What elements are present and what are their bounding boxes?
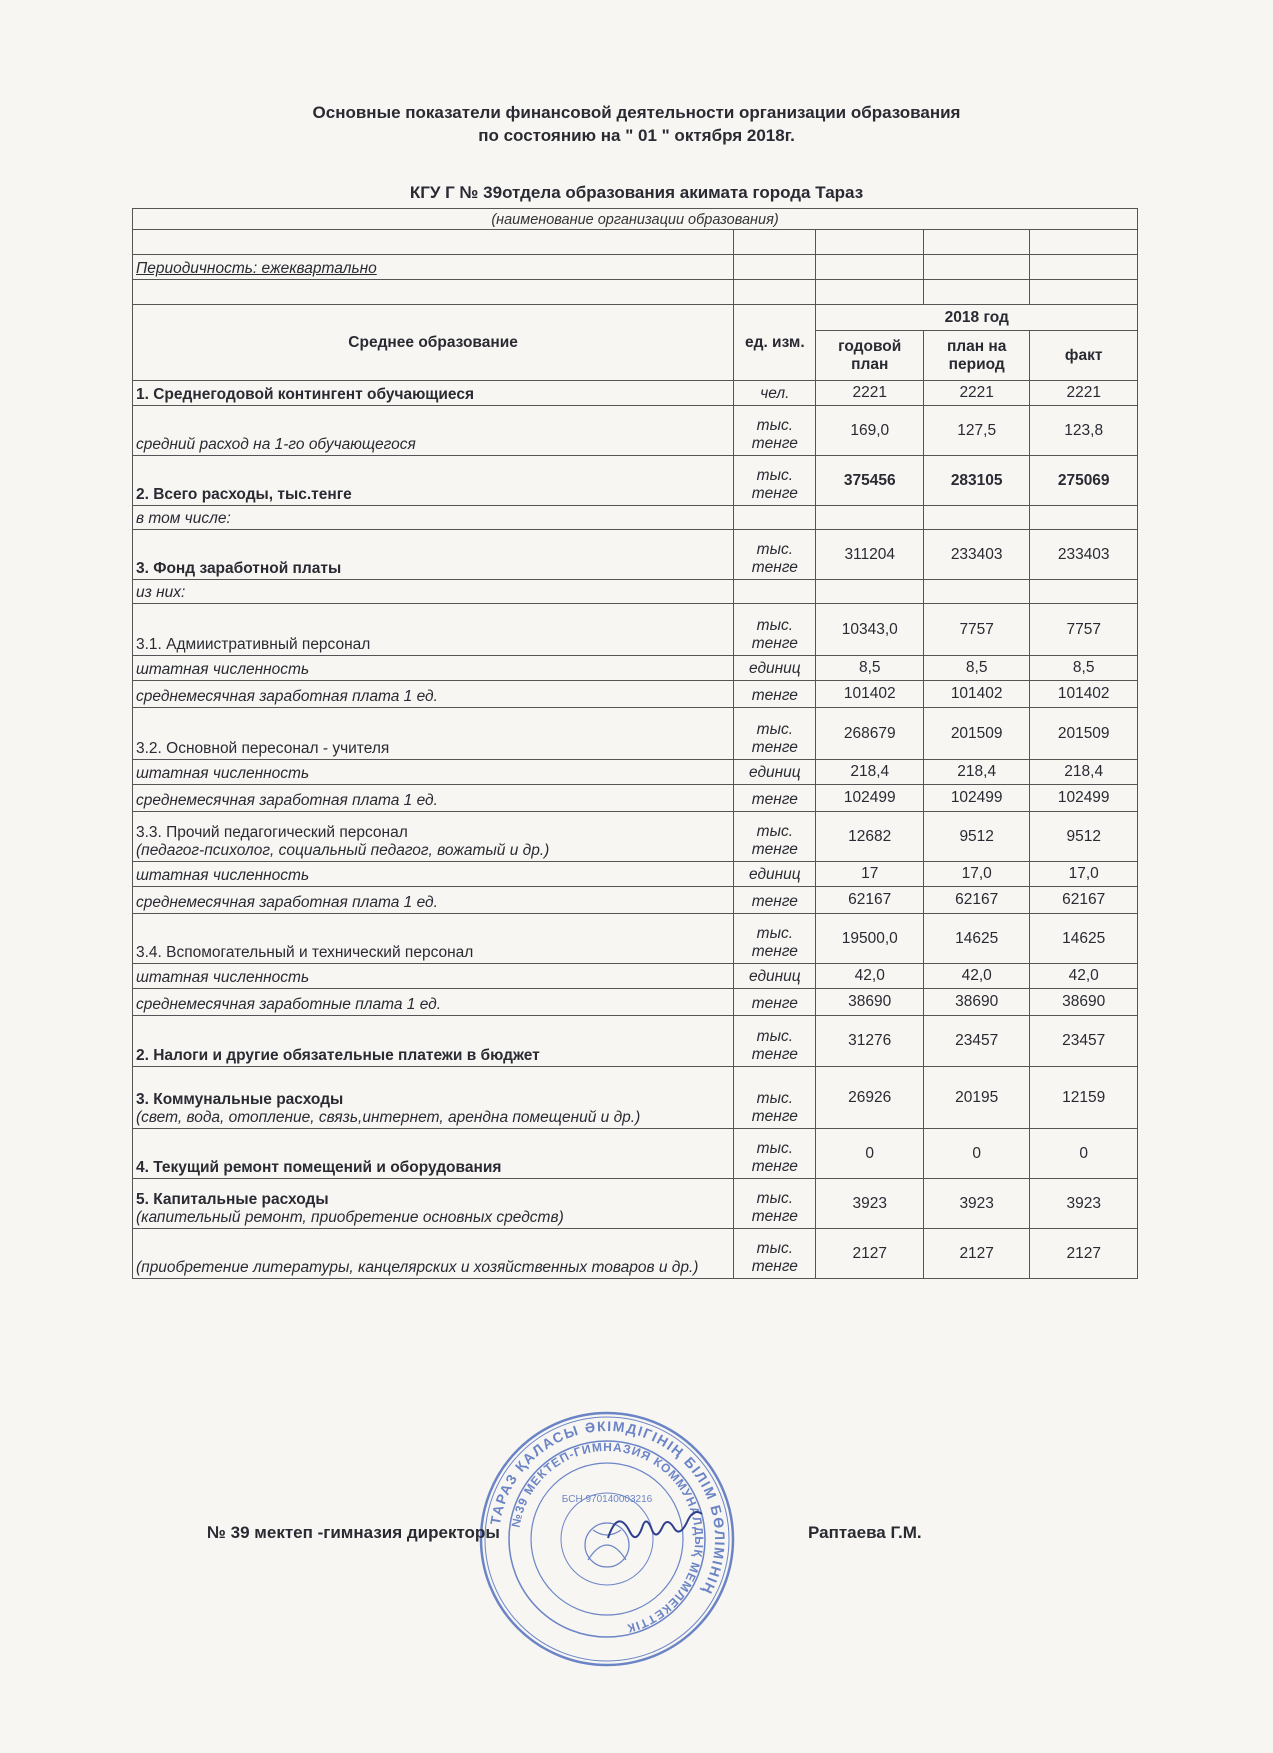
row-value-v2: 233403 — [923, 530, 1029, 580]
row-unit: тыс. тенге — [734, 530, 816, 580]
table-row — [133, 1129, 1138, 1179]
row-value-v3 — [1030, 580, 1138, 604]
table-row — [133, 681, 1138, 708]
table-row — [133, 1016, 1138, 1067]
director-signature — [600, 1496, 720, 1556]
row-value-v2: 201509 — [923, 708, 1029, 760]
row-label: средний расход на 1-го обучающегося — [136, 436, 416, 453]
row-value-v2 — [923, 506, 1029, 530]
row-value-v1: 218,4 — [816, 760, 924, 785]
row-value-v1: 2127 — [816, 1229, 924, 1279]
row-unit: единиц — [734, 964, 816, 989]
row-value-v2: 20195 — [923, 1067, 1029, 1129]
column-header-period-plan: план на период — [923, 331, 1029, 381]
column-header-annual-plan: годовой план — [816, 331, 924, 381]
row-value-v3: 12159 — [1030, 1067, 1138, 1129]
row-value-v3: 17,0 — [1030, 862, 1138, 887]
table-row — [133, 708, 1138, 760]
row-label: штатная численность — [136, 661, 310, 678]
row-value-v3: 123,8 — [1030, 406, 1138, 456]
row-value-v3: 101402 — [1030, 681, 1138, 708]
row-value-v1: 101402 — [816, 681, 924, 708]
row-value-v3: 102499 — [1030, 785, 1138, 812]
row-label: 5. Капитальные расходы — [136, 1191, 329, 1208]
row-value-v3: 8,5 — [1030, 656, 1138, 681]
row-value-v2: 14625 — [923, 914, 1029, 964]
stamp-inner-text: №39 МЕКТЕП-ГИМНАЗИЯ КОММУНАЛДЫҚ МЕМЛЕКЕТТІК — [508, 1439, 707, 1636]
row-unit: тыс. тенге — [734, 1179, 816, 1229]
row-label: 3. Коммунальные расходы — [136, 1091, 344, 1108]
row-value-v2: 38690 — [923, 989, 1029, 1016]
row-value-v2: 3923 — [923, 1179, 1029, 1229]
row-value-v2: 218,4 — [923, 760, 1029, 785]
table-row — [133, 506, 1138, 530]
row-value-v3: 218,4 — [1030, 760, 1138, 785]
row-unit: тыс. тенге — [734, 708, 816, 760]
row-label: 3. Фонд заработной платы — [136, 560, 342, 577]
row-label: среднемесячная заработная плата 1 ед. — [136, 792, 438, 809]
row-label: 2. Всего расходы, тыс.тенге — [136, 486, 352, 503]
row-value-v2 — [923, 580, 1029, 604]
row-value-v2: 127,5 — [923, 406, 1029, 456]
signature-position: № 39 мектеп -гимназия директоры — [207, 1523, 500, 1542]
table-row — [133, 862, 1138, 887]
table-row — [133, 989, 1138, 1016]
table-row — [133, 1067, 1138, 1129]
row-label: из них: — [136, 584, 186, 601]
row-unit: тенге — [734, 785, 816, 812]
row-value-v2: 7757 — [923, 604, 1029, 656]
row-value-v1: 8,5 — [816, 656, 924, 681]
row-value-v3: 7757 — [1030, 604, 1138, 656]
row-unit: тыс. тенге — [734, 604, 816, 656]
periodicity-label: Периодичность: ежеквартально — [136, 260, 377, 277]
signer-name: Раптаева Г.М. — [808, 1523, 922, 1542]
stamp-outer-text: ТАРАЗ ҚАЛАСЫ ӘКІМДІГІНІҢ БІЛІМ БӨЛІМІНІҢ — [486, 1417, 729, 1598]
row-label: штатная численность — [136, 867, 310, 884]
row-value-v2: 42,0 — [923, 964, 1029, 989]
row-value-v2: 2127 — [923, 1229, 1029, 1279]
row-value-v3: 38690 — [1030, 989, 1138, 1016]
row-unit: чел. — [734, 381, 816, 406]
row-value-v2: 23457 — [923, 1016, 1029, 1067]
row-unit: единиц — [734, 862, 816, 887]
row-value-v2: 0 — [923, 1129, 1029, 1179]
column-header-unit: ед. изм. — [734, 305, 816, 381]
table-row — [133, 914, 1138, 964]
row-unit: тыс. тенге — [734, 1229, 816, 1279]
row-label: 3.2. Основной пересонал - учителя — [136, 740, 390, 757]
row-value-v1 — [816, 506, 924, 530]
row-value-v3: 9512 — [1030, 812, 1138, 862]
table-row — [133, 530, 1138, 580]
row-value-v1: 2221 — [816, 381, 924, 406]
row-value-v2: 9512 — [923, 812, 1029, 862]
row-value-v3 — [1030, 506, 1138, 530]
table-row — [133, 1179, 1138, 1229]
row-value-v1: 3923 — [816, 1179, 924, 1229]
org-caption: (наименование организации образования) — [133, 209, 1138, 230]
column-header-name: Среднее образование — [133, 305, 734, 381]
row-value-v1: 12682 — [816, 812, 924, 862]
row-unit: тыс. тенге — [734, 1129, 816, 1179]
row-value-v3: 2127 — [1030, 1229, 1138, 1279]
table-row — [133, 760, 1138, 785]
row-value-v1: 62167 — [816, 887, 924, 914]
report-date: по состоянию на " 01 " октября 2018г. — [478, 126, 795, 145]
row-value-v1: 42,0 — [816, 964, 924, 989]
row-value-v1 — [816, 580, 924, 604]
row-value-v1: 38690 — [816, 989, 924, 1016]
financial-indicators-table — [132, 208, 1138, 1279]
row-value-v3: 275069 — [1030, 456, 1138, 506]
row-value-v3: 42,0 — [1030, 964, 1138, 989]
row-unit: тыс. тенге — [734, 812, 816, 862]
column-header-fact: факт — [1030, 331, 1138, 381]
row-unit: тыс. тенге — [734, 406, 816, 456]
table-row — [133, 812, 1138, 862]
row-value-v2: 8,5 — [923, 656, 1029, 681]
row-unit: единиц — [734, 656, 816, 681]
row-value-v3: 14625 — [1030, 914, 1138, 964]
row-value-v3: 3923 — [1030, 1179, 1138, 1229]
row-value-v1: 268679 — [816, 708, 924, 760]
row-value-v3: 62167 — [1030, 887, 1138, 914]
row-value-v1: 311204 — [816, 530, 924, 580]
row-label: штатная численность — [136, 765, 310, 782]
row-value-v3: 23457 — [1030, 1016, 1138, 1067]
row-value-v1: 17 — [816, 862, 924, 887]
table-row — [133, 456, 1138, 506]
row-value-v2: 62167 — [923, 887, 1029, 914]
row-value-v2: 2221 — [923, 381, 1029, 406]
row-label: (приобретение литературы, канцелярских и хозяйственных товаров и др.) — [136, 1259, 699, 1276]
row-value-v3: 2221 — [1030, 381, 1138, 406]
row-value-v1: 26926 — [816, 1067, 924, 1129]
table-row — [133, 580, 1138, 604]
row-label: в том числе: — [136, 510, 231, 527]
row-value-v1: 19500,0 — [816, 914, 924, 964]
table-row — [133, 1229, 1138, 1279]
row-label: 4. Текущий ремонт помещений и оборудования — [136, 1159, 502, 1176]
row-value-v1: 102499 — [816, 785, 924, 812]
row-unit — [734, 580, 816, 604]
organization-name: КГУ Г № 39отдела образования акимата города Тараз — [409, 183, 864, 202]
row-value-v2: 17,0 — [923, 862, 1029, 887]
row-unit: тенге — [734, 989, 816, 1016]
row-sublabel: (педагог-психолог, социальный педагог, вожатый и др.) — [136, 842, 550, 859]
row-label: 2. Налоги и другие обязательные платежи в бюджет — [136, 1047, 540, 1064]
row-label: среднемесячная заработная плата 1 ед. — [136, 688, 438, 705]
table-row — [133, 656, 1138, 681]
row-unit: тенге — [734, 681, 816, 708]
row-label: штатная численность — [136, 969, 310, 986]
row-label: 1. Среднегодовой контингент обучающиеся — [136, 386, 474, 403]
column-header-year: 2018 год — [816, 305, 1138, 331]
row-unit: тенге — [734, 887, 816, 914]
table-row — [133, 887, 1138, 914]
row-unit: тыс. тенге — [734, 1016, 816, 1067]
row-label: 3.3. Прочий педагогический персонал — [136, 824, 408, 841]
row-label: среднемесячная заработная плата 1 ед. — [136, 894, 438, 911]
table-row — [133, 785, 1138, 812]
row-label: 3.1. Адмиистративный персонал — [136, 636, 371, 653]
row-label: среднемесячная заработные плата 1 ед. — [136, 996, 442, 1013]
table-row — [133, 381, 1138, 406]
row-value-v3: 201509 — [1030, 708, 1138, 760]
report-title: Основные показатели финансовой деятельности организации образования — [312, 103, 961, 122]
row-value-v2: 101402 — [923, 681, 1029, 708]
row-sublabel: (свет, вода, отопление, связь,интернет, арендна помещений и др.) — [136, 1109, 641, 1126]
row-value-v2: 102499 — [923, 785, 1029, 812]
row-unit: тыс. тенге — [734, 914, 816, 964]
row-value-v1: 31276 — [816, 1016, 924, 1067]
row-value-v1: 169,0 — [816, 406, 924, 456]
table-row — [133, 604, 1138, 656]
row-unit: тыс. тенге — [734, 1067, 816, 1129]
row-value-v3: 233403 — [1030, 530, 1138, 580]
row-value-v1: 375456 — [816, 456, 924, 506]
table-row — [133, 964, 1138, 989]
row-value-v2: 283105 — [923, 456, 1029, 506]
row-value-v3: 0 — [1030, 1129, 1138, 1179]
row-unit — [734, 506, 816, 530]
row-unit: тыс. тенге — [734, 456, 816, 506]
table-row — [133, 406, 1138, 456]
row-label: 3.4. Вспомогательный и технический персонал — [136, 944, 474, 961]
row-sublabel: (капительный ремонт, приобретение основных средств) — [136, 1209, 564, 1226]
row-value-v1: 10343,0 — [816, 604, 924, 656]
row-unit: единиц — [734, 760, 816, 785]
stamp-bin: БСН 970140003216 — [561, 1494, 653, 1505]
row-value-v1: 0 — [816, 1129, 924, 1179]
